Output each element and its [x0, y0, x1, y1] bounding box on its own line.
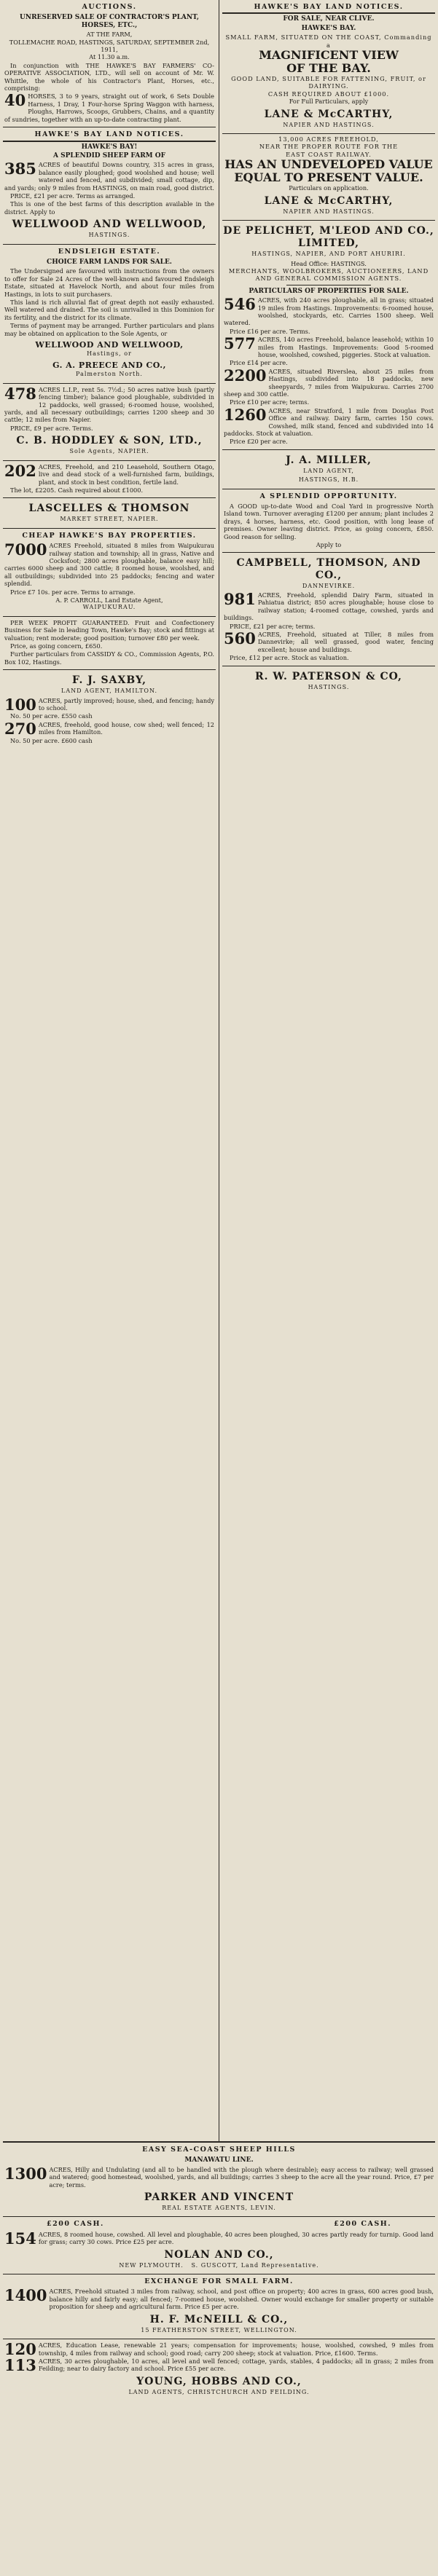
endsleigh-estate — [3, 245, 216, 384]
freehold-13000-notice — [222, 134, 435, 221]
agent-name: F. J. SAXBY, — [71, 674, 147, 687]
property-text-1: ACRES, with 240 acres ploughable, all in grass; situated 19 miles from Hastings. Improvements: 6-roomed house, woolshed, stockyards, etc. Carries 1500 sheep. Well watered. — [224, 296, 434, 327]
listing-body-2: ACRES, Freehold, situated at Tiller, 8 miles from Dannevirke; all well grassed, good water, fencing excellent; house and buildings. — [257, 630, 434, 653]
listing-body: ACRES, Freehold, and 210 Leasehold, Southern Otago, live and dead stock of a well-furnished farm, buildings, plant, and stock in best condition, fertile land. — [38, 462, 214, 486]
property-price-3: Price £10 per acre; terms. — [230, 398, 310, 406]
listing-price: PRICE, £21 per acre; terms. — [230, 622, 316, 630]
section-header: EASY SEA-COAST SHEEP HILLS — [142, 2146, 296, 2154]
listing-body-2: ACRES, freehold, good house, cow shed; well fenced; 12 miles from Hamilton. — [38, 720, 214, 736]
section-header: HAWKE'S BAY LAND NOTICES. — [3, 129, 216, 141]
notice-heading: HAWKE'S BAY! — [81, 143, 138, 151]
listing-body: ACRES, Hilly and Undulating (and all to be handled with the plough where desirable); easy access to railway; well grassed and watered; good homestead, woolshed, yards, and all buildings; carries 3 sheep to the acre all the year round. — [49, 2165, 434, 2181]
lead-number: 100 — [4, 695, 36, 714]
estate-body-3: Terms of payment may be arranged. Further particulars and plans may be obtained on application to the Sole Agents, or — [4, 322, 214, 337]
estate-body-2: This land is rich alluvial flat of great depth not easily exhausted. Well watered and drained. The soil is unrivalled in this Dominion for its fertility, and the district for its climate. — [4, 299, 214, 321]
listing-text — [4, 386, 214, 424]
notice-subheading: A SPLENDID SHEEP FARM OF — [52, 151, 166, 159]
agent-name: LASCELLES & THOMSON — [28, 503, 190, 515]
agent-town: HASTINGS. — [88, 232, 130, 239]
property-price-1: Price £16 per acre. Terms. — [230, 327, 310, 335]
miller-agent — [222, 450, 435, 489]
listing-text-2 — [4, 721, 214, 736]
clive-farm-notice — [222, 0, 435, 134]
property-price-2: Price £14 per acre. — [230, 359, 288, 367]
agent-town: HASTINGS. — [308, 683, 350, 690]
young-hobbs-listings — [3, 2339, 435, 2400]
estate-body-1: The Undersigned are favoured with instructions from the owners to offer for Sale 24 Acres of the well-known and favoured Endsleigh Estate, situated at Havelock North, and about four miles from Hastings, in lots to suit purchasers. — [4, 267, 214, 298]
business-price: Price, as going concern, £650. — [10, 642, 103, 650]
property-price-4: Price £20 per acre. — [230, 438, 288, 446]
listing-price-2: Price £55 per acre. — [167, 2365, 226, 2373]
opportunity-apply: Apply to — [316, 541, 342, 549]
lead-number: 120 — [4, 2340, 36, 2359]
notice-line-4: HAS AN UNDEVELOPED VALUE EQUAL TO PRESENT VALUE. — [224, 157, 433, 185]
agent-address: NAPIER AND HASTINGS. — [283, 208, 375, 215]
full-width-section — [3, 2141, 435, 2576]
agent-name: J. A. MILLER, — [286, 454, 372, 466]
cash-200 — [3, 2217, 435, 2274]
lead-number: 40 — [4, 91, 26, 110]
property-3 — [224, 368, 434, 398]
listing-body: ACRES, Education Lease, renewable 21 years; compensation for improvements; house, woolshed, cowshed, 9 miles from township, 4 miles from railway and school; good road; carry 200 sheep; stock at valuation. — [38, 2341, 434, 2357]
section-header-right: £200 CASH. — [334, 2220, 391, 2229]
farm-text: ACRES of beautiful Downs country, 315 acres in grass, balance easily ploughed; good woolshed and house; well watered and fenced, and subdivided; small cottage, dip, and yards; only 9 miles from HASTINGS, on main road, good district. — [4, 161, 214, 192]
notice-line-3: OF THE BAY. — [286, 61, 371, 76]
agent-name: C. B. HODDLEY & SON, LTD., — [16, 435, 203, 447]
lead-number-3: 2200 — [224, 366, 267, 385]
exchange-small-farm — [3, 2274, 435, 2339]
business-text: PER WEEK PROFIT GUARANTEED. Fruit and Confectionery Business for Sale in leading Town, Hawke's Bay; stock and fittings at valuation; rent moderate; good position; turnover £80 per week. — [4, 618, 214, 642]
listing-text — [4, 2166, 434, 2189]
agent-name: WELLWOOD AND WELLWOOD, — [35, 340, 184, 350]
opportunity-body: A GOOD up-to-date Wood and Coal Yard in progressive North Island town. Turnover averaging £1200 per annum; plant includes 2 drays, 4 horses, harness, etc. Good position, with long lease of premises. Owner leaving district. Price, as going concern, £850. Good reason for selling. — [224, 503, 434, 540]
listing-price: Price £7 10s. per acre. Terms to arrange. — [10, 588, 136, 596]
lead-number: 1300 — [4, 2164, 47, 2183]
lead-number-4: 1260 — [224, 405, 267, 424]
agent-address: Sole Agents, NAPIER. — [69, 448, 149, 455]
company-address: HASTINGS, NAPIER, AND PORT AHURIRI. — [251, 251, 406, 258]
section-header: HAWKE'S BAY LAND NOTICES. — [222, 1, 435, 14]
sale-time: At 11.30 a.m. — [89, 53, 130, 61]
agent-name: WELLWOOD AND WELLWOOD, — [12, 218, 207, 231]
pelichet-notice — [222, 221, 435, 450]
listing-price: PRICE, £9 per acre. Terms. — [10, 424, 93, 432]
sale-lots — [4, 92, 214, 123]
lead-number-1: 546 — [224, 295, 256, 314]
lascelles-agent — [3, 498, 216, 528]
listing-price: Price £25 per acre. — [115, 2238, 174, 2246]
notice-line-5: Particulars on application. — [289, 184, 369, 192]
cash-header-row — [3, 2218, 435, 2229]
section-header: EXCHANGE FOR SMALL FARM. — [144, 2277, 294, 2286]
lead-number-2: 270 — [4, 719, 36, 738]
agent-address: NEW PLYMOUTH. — [119, 2261, 184, 2269]
sea-coast-hills — [3, 2143, 435, 2217]
agent-name: H. F. McNEILL & CO., — [149, 2313, 289, 2325]
lead-number: 7000 — [4, 540, 47, 559]
lots-text: HORSES, 3 to 9 years, straight out of work, 6 Sets Double Harness, 1 Dray, 1 Four-horse Spring Waggon with harness, Ploughs, Harrows, Scoops, Grubbers, Chains, and a quantity of sundries, together with an up-to-date contracting plant. — [4, 92, 214, 123]
listing-price: No. 50 per acre. £550 cash — [10, 712, 93, 720]
saxby-listings — [3, 670, 216, 748]
agent-address: LAND AGENT, HAMILTON. — [61, 688, 157, 695]
weekly-profit — [3, 617, 216, 670]
agent-address: HASTINGS, H.B. — [298, 476, 359, 484]
listing-text — [4, 542, 214, 587]
property-4 — [224, 407, 434, 438]
listing-text-2 — [224, 631, 434, 653]
listing-text — [4, 2231, 434, 2246]
lead-number: 154 — [4, 2229, 36, 2248]
paterson-agent — [222, 666, 435, 696]
notice-line-4: GOOD LAND, SUITABLE FOR FATTENING, FRUIT, or DAIRYING. — [231, 75, 426, 90]
agent-address: MARKET STREET, NAPIER. — [60, 516, 159, 523]
splendid-opportunity — [222, 489, 435, 553]
sale-venue: AT THE FARM, — [86, 31, 133, 39]
agent-name: LANE & McCARTHY, — [264, 194, 394, 207]
agent-name: LANE & McCARTHY, — [264, 108, 394, 120]
property-2 — [224, 336, 434, 358]
notice-line-3: EAST COAST RAILWAY. — [286, 150, 372, 158]
hoddley-listing — [3, 384, 216, 461]
left-column — [3, 0, 216, 2141]
farm-price: PRICE, £21 per acre. Terms as arranged. — [10, 192, 136, 200]
listing-body: ACRES L.I.P., rent 5s. 7½d.; 50 acres native bush (partly fencing timber); balance good ploughable, subdivided in 12 paddocks, well grassed; 6-roomed house, woolshed, yards, and all necessary outbuildings; carries 1200 sheep and 30 cattle; 12 miles from Napier. — [4, 385, 214, 424]
listing-body-2: ACRES, 30 acres ploughable, 10 acres, all level and well fenced; cottage, yards, stables, 4 paddocks; all in grass; 2 miles from Feilding; near to dairy factory and school. — [38, 2357, 434, 2373]
listing-text — [4, 463, 214, 486]
agent-name: A. P. CARROLL, Land Estate Agent, — [55, 596, 163, 604]
lead-number: 385 — [4, 159, 36, 178]
sale-date: TOLLEMACHE ROAD, HASTINGS, SATURDAY, SEPTEMBER 2nd, 1911, — [9, 38, 210, 54]
lead-number: 981 — [224, 589, 256, 608]
agent-name: CAMPBELL, THOMSON, AND CO., — [236, 556, 421, 581]
listing-price: Price, £7 per acre; terms. — [49, 2173, 434, 2189]
agent-name: PARKER AND VINCENT — [144, 2191, 294, 2204]
agent-town: Hastings, or — [87, 350, 132, 358]
listing-text — [4, 2341, 434, 2357]
section-header: £200 CASH. — [47, 2220, 104, 2229]
sale-intro: In conjunction with THE HAWKE'S BAY FARMERS' CO-OPERATIVE ASSOCIATION, LTD., will sell on account of Mr. W. Whittle, the whole of his Contractor's Plant, Horses, etc., comprising: — [4, 61, 214, 92]
agent-name: YOUNG, HOBBS AND CO., — [136, 2375, 302, 2387]
agent-name: R. W. PATERSON & CO, — [255, 670, 402, 682]
property-text-3: ACRES, situated Riverslea, about 25 miles from Hastings, subdivided into 18 paddocks, new sheepyards, 7 miles from Waipukurau. Carries 2700 sheep and 300 cattle. — [224, 367, 434, 398]
agent-role: LAND AGENT, — [303, 467, 354, 474]
lead-number-2: 113 — [4, 2355, 36, 2374]
listing-text — [4, 697, 214, 712]
agent-address: REAL ESTATE AGENTS, LEVIN. — [162, 2205, 276, 2212]
estate-title: ENDSLEIGH ESTATE. — [58, 247, 161, 256]
company-office: Head Office: HASTINGS. — [291, 259, 367, 267]
property-text-4: ACRES, near Stratford, 1 mile from Douglas Post Office and railway. Dairy farm, carries 150 cows. Cowshed, milk stand, fenced and subdivided into 14 paddocks. Stock at valuation. — [224, 406, 434, 438]
right-column — [222, 0, 435, 2141]
notice-apply: For Full Particulars, apply — [289, 98, 369, 106]
listing-body: ACRES, 8 roomed house, cowshed. All level and ploughable, 40 acres been ploughed, 30 acres partly ready for turnip. Good land for grass; carry 30 cows. — [38, 2230, 434, 2246]
listing-price: Price, £1600. Terms. — [315, 2349, 378, 2357]
agent-name: NOLAN AND CO., — [164, 2248, 274, 2261]
lead-number: 202 — [4, 461, 36, 480]
section-header: CHEAP HAWKE'S BAY PROPERTIES. — [22, 531, 197, 540]
lead-number-2: 560 — [224, 629, 256, 647]
agent-address-row — [3, 2262, 435, 2269]
lead-number-2: 577 — [224, 334, 256, 353]
listing-text — [4, 2288, 434, 2310]
hawkes-bay-notices — [3, 127, 216, 244]
estate-subtitle: CHOICE FARM LANDS FOR SALE. — [47, 258, 172, 266]
sale-title: UNRESERVED SALE OF CONTRACTOR'S PLANT, HORSES, ETC., — [20, 14, 199, 29]
cheap-properties — [3, 529, 216, 617]
otago-listing — [3, 461, 216, 499]
notice-line-1: SMALL FARM, SITUATED ON THE COAST, Commanding a — [225, 34, 432, 49]
notice-sub: HAWKE'S BAY. — [301, 24, 356, 32]
company-trade: MERCHANTS, WOOLBROKERS, AUCTIONEERS, LAND AND GENERAL COMMISSION AGENTS. — [228, 267, 429, 283]
listing-body: ACRES, partly improved; house, shed, and fencing; handy to school. — [38, 696, 214, 712]
notice-line-1: 13,000 ACRES FREEHOLD, — [278, 135, 379, 143]
lead-number: 478 — [4, 384, 36, 403]
agent-address: 15 FEATHERSTON STREET, WELLINGTON. — [141, 2326, 297, 2333]
agent-rep: S. GUSCOTT, Land Representative. — [191, 2261, 319, 2269]
listing-price-2: Price, £12 per acre. Stock as valuation. — [230, 654, 349, 662]
section-title: PARTICULARS OF PROPERTIES FOR SALE. — [249, 287, 409, 295]
agent-address: LAND AGENTS, CHRISTCHURCH AND FEILDING. — [128, 2388, 310, 2395]
agent-address: NAPIER AND HASTINGS. — [283, 121, 375, 128]
notice-line-2: NEAR THE PROPER ROUTE FOR THE — [259, 143, 399, 151]
listing-body: ACRES, Freehold, splendid Dairy Farm, situated in Pahiatua district; 850 acres ploughable; house close to railway station; 4-roomed cottage, cowshed, yards and buildings. — [224, 591, 434, 622]
agent-name-2: G. A. PREECE AND CO., — [52, 361, 166, 371]
agent-town: DANNEVIRKE. — [302, 582, 356, 589]
property-1 — [224, 296, 434, 327]
property-text-2: ACRES, 140 acres Freehold, balance leasehold; within 10 miles from Hastings. Improvements: Good 5-roomed house, woolshed, cowshed, piggeries. Stock at valuation. — [257, 336, 434, 358]
listing-price-2: No. 50 per acre. £600 cash — [10, 736, 93, 744]
listing-price: The lot, £2205. Cash required about £1000. — [10, 486, 144, 494]
campbell-listings — [222, 553, 435, 666]
listing-text — [224, 591, 434, 622]
company-name: DE PELICHET, M'LEOD AND CO., LIMITED, — [223, 225, 434, 250]
agent-town: WAIPUKURAU. — [82, 604, 136, 611]
opportunity-title: A SPLENDID OPPORTUNITY. — [259, 492, 398, 500]
listing-body: ACRES Freehold, situated 8 miles from Waipukurau railway station and township; all in grass, Native and Cocksfoot; 2800 acres ploughable, balance easy hill; carries 6000 sheep and 300 cattle; 8 roomed house, woolshed, and all outbuildings; subdivided into 25 paddocks; fencing and water splendid. — [4, 542, 214, 588]
notice-cash: CASH REQUIRED ABOUT £1000. — [267, 90, 390, 98]
farm-description — [4, 161, 214, 192]
listing-body: ACRES, Freehold situated 3 miles from railway, school, and post office on property; 400 acres in grass, 600 acres good bush, balance hilly and fairly easy; all fenced; 7-roomed house, woolshed. Owner would exchange for smaller property or suitable proposition for sheep and agricultural farm. Price £5 per acre. — [49, 2288, 434, 2311]
auctions-notice — [3, 0, 216, 127]
notice-line-2: MAGNIFICENT VIEW — [259, 48, 399, 63]
business-apply: Further particulars from CASSIDY & CO., Commission Agents, P.O. Box 102, Hastings. — [4, 650, 214, 666]
notice-title: FOR SALE, NEAR CLIVE. — [283, 15, 375, 23]
section-place: MANAWATU LINE. — [184, 2156, 254, 2165]
section-header: AUCTIONS. — [82, 3, 137, 11]
lead-number: 1400 — [4, 2286, 47, 2305]
listing-text-2 — [4, 2355, 434, 2374]
agent-town-2: Palmerston North. — [76, 371, 143, 378]
farm-note: This is one of the best farms of this description available in the district. Apply to — [4, 200, 214, 216]
